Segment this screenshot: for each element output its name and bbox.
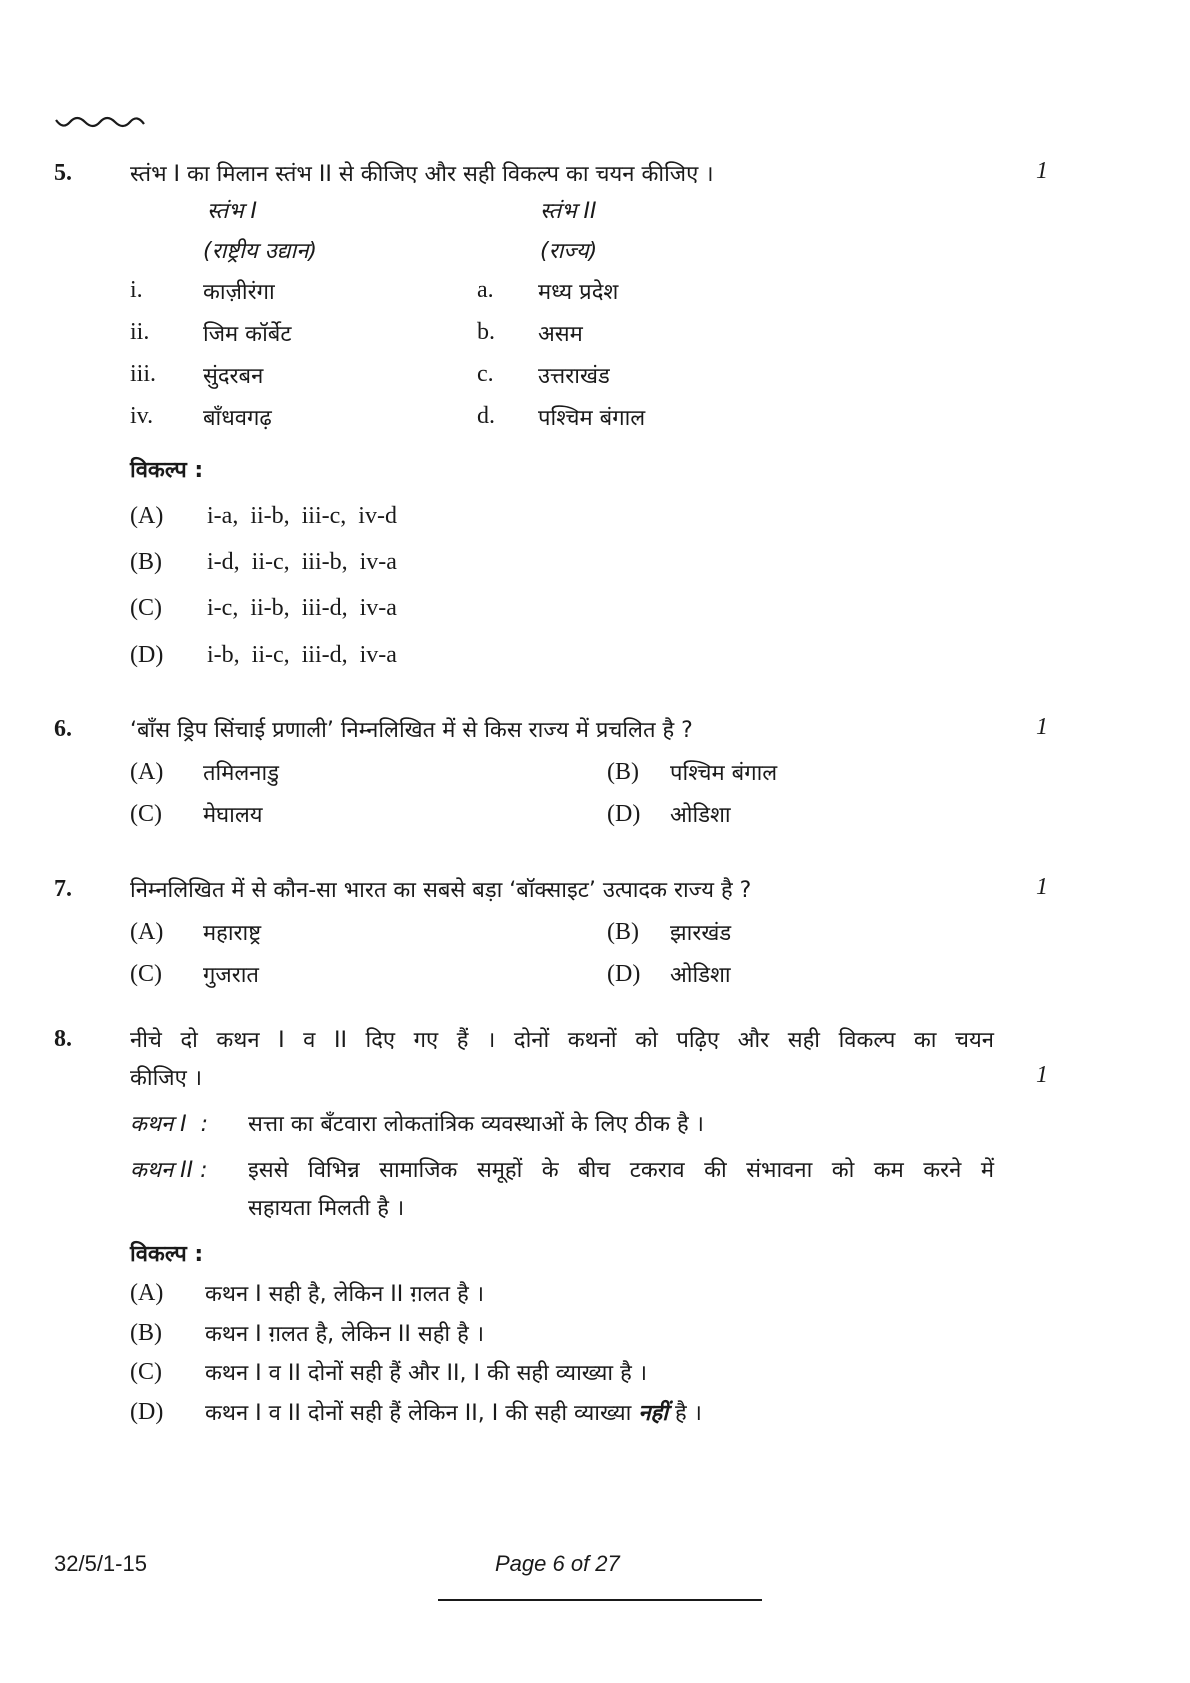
option-text [205, 1397, 702, 1427]
statement-text-line-2: सहायता मिलती है । [248, 1196, 405, 1221]
option-label: (A) [130, 759, 164, 785]
match-left-label: iv. [130, 403, 154, 429]
column-1-subtitle: (राष्ट्रीय उद्यान) [203, 239, 317, 264]
options-heading: विकल्प : [130, 458, 204, 483]
option-text: कथन I व II दोनों सही हैं और II, I की सही व्याख्या है । [205, 1361, 648, 1386]
option-label: (D) [607, 801, 641, 827]
match-right-label: d. [477, 403, 495, 429]
statement-text-line-1: इससे विभिन्न सामाजिक समूहों के बीच टकराव की संभावना को कम करने में [248, 1158, 994, 1183]
question-number: 7. [54, 876, 72, 902]
match-left-label: ii. [130, 319, 150, 345]
match-right-item: उत्तराखंड [538, 364, 610, 389]
match-right-label: a. [477, 277, 494, 303]
question-text: निम्नलिखित में से कौन-सा भारत का सबसे बड़ा ‘बॉक्साइट’ उत्पादक राज्य है ? [130, 878, 752, 903]
match-right-item: मध्य प्रदेश [538, 280, 619, 305]
option-text: मेघालय [203, 803, 263, 828]
option-text: तमिलनाडु [203, 761, 279, 786]
page-number: Page 6 of 27 [495, 1551, 620, 1576]
option-text: i-b, ii-c, iii-d, iv-a [207, 642, 397, 668]
question-text: ‘बाँस ड्रिप सिंचाई प्रणाली’ निम्नलिखित में से किस राज्य में प्रचलित है ? [130, 718, 693, 743]
option-label: (A) [130, 503, 164, 529]
statement-label: कथन I : [130, 1112, 209, 1137]
question-number: 8. [54, 1026, 72, 1052]
option-label: (B) [130, 549, 162, 575]
option-label: (D) [130, 1399, 164, 1425]
option-text: कथन I सही है, लेकिन II ग़लत है । [205, 1282, 485, 1307]
match-right-item: असम [538, 322, 583, 347]
match-left-label: i. [130, 277, 143, 303]
option-label: (B) [607, 759, 639, 785]
option-text: झारखंड [670, 921, 732, 946]
option-text: महाराष्ट्र [203, 921, 262, 946]
question-number: 5. [54, 160, 72, 186]
paper-code: 32/5/1-15 [54, 1551, 147, 1576]
option-text: गुजरात [203, 963, 259, 988]
option-label: (B) [607, 919, 639, 945]
question-marks: 1 [1036, 1062, 1048, 1088]
question-marks: 1 [1036, 158, 1048, 184]
match-left-item: बाँधवगढ़ [203, 406, 272, 431]
question-number: 6. [54, 716, 72, 742]
option-label: (C) [130, 961, 162, 987]
match-left-label: iii. [130, 361, 157, 387]
option-text: i-a, ii-b, iii-c, iv-d [207, 503, 397, 529]
match-left-item: जिम कॉर्बेट [203, 322, 292, 347]
column-2-title: स्तंभ II [540, 199, 597, 224]
options-heading: विकल्प : [130, 1242, 204, 1267]
option-text-emphasis: नहीं [638, 1401, 668, 1426]
option-text: कथन I ग़लत है, लेकिन II सही है । [205, 1322, 485, 1347]
option-label: (D) [607, 961, 641, 987]
option-label: (B) [130, 1320, 162, 1346]
footer-underline [438, 1599, 762, 1601]
match-right-label: b. [477, 319, 495, 345]
option-text: i-c, ii-b, iii-d, iv-a [207, 595, 397, 621]
option-text: ओडिशा [670, 963, 731, 988]
option-text: i-d, ii-c, iii-b, iv-a [207, 549, 397, 575]
statement-label: कथन II : [130, 1158, 208, 1183]
wavy-line-icon [54, 112, 146, 132]
option-text: ओडिशा [670, 803, 731, 828]
option-text-before: कथन I व II दोनों सही हैं लेकिन II, I की सही व्याख्या [205, 1401, 632, 1426]
question-text: स्तंभ I का मिलान स्तंभ II से कीजिए और सही विकल्प का चयन कीजिए । [130, 162, 714, 187]
option-label: (C) [130, 595, 162, 621]
question-marks: 1 [1036, 714, 1048, 740]
question-text-line-2: कीजिए । [130, 1066, 203, 1091]
question-text-line-1: नीचे दो कथन I व II दिए गए हैं । दोनों कथनों को पढ़िए और सही विकल्प का चयन [130, 1028, 994, 1053]
match-left-item: काज़ीरंगा [203, 280, 275, 305]
option-label: (A) [130, 1280, 164, 1306]
option-label: (D) [130, 642, 164, 668]
match-left-item: सुंदरबन [203, 364, 264, 389]
column-2-subtitle: (राज्य) [540, 239, 598, 264]
option-label: (C) [130, 801, 162, 827]
match-right-item: पश्चिम बंगाल [538, 406, 646, 431]
statement-text: सत्ता का बँटवारा लोकतांत्रिक व्यवस्थाओं के लिए ठीक है । [248, 1112, 705, 1137]
match-right-label: c. [477, 361, 494, 387]
option-label: (C) [130, 1359, 162, 1385]
option-label: (A) [130, 919, 164, 945]
option-text: पश्चिम बंगाल [670, 761, 778, 786]
option-text-after: है । [674, 1401, 702, 1426]
column-1-title: स्तंभ I [207, 199, 258, 224]
question-marks: 1 [1036, 874, 1048, 900]
